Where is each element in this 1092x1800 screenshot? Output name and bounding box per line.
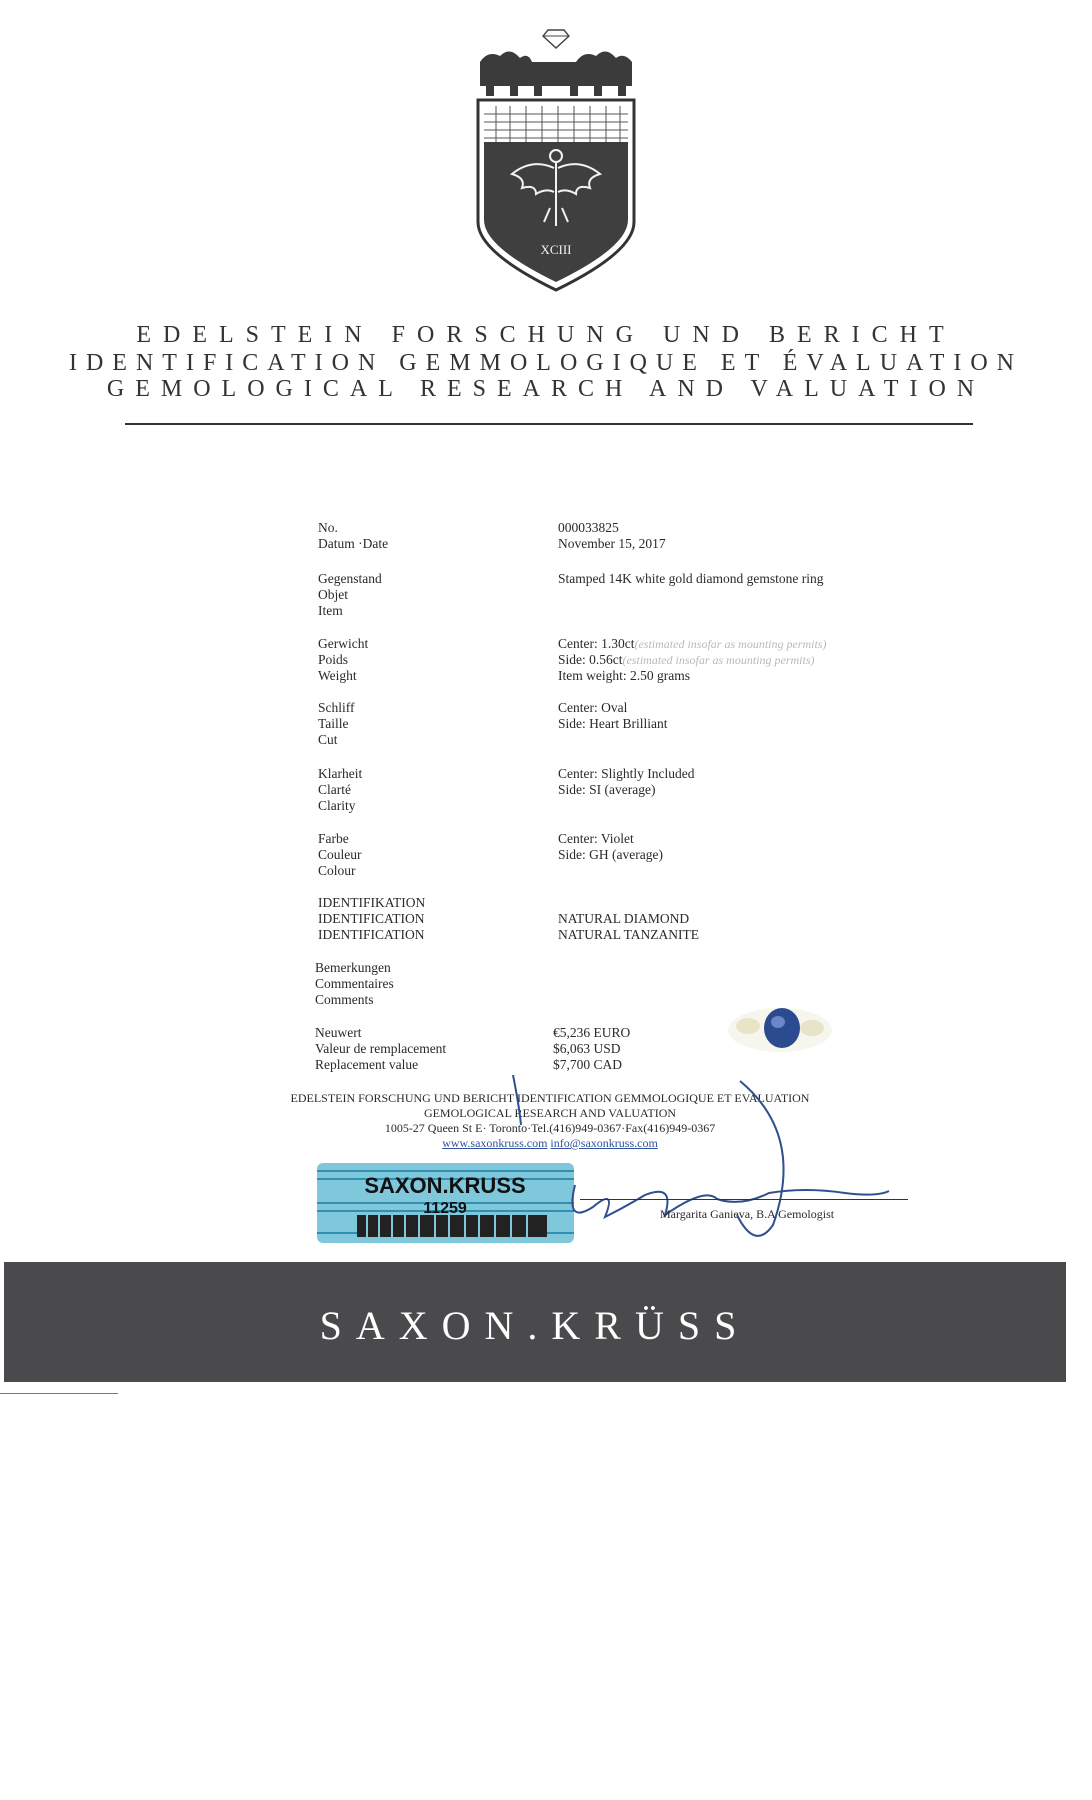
date-label: Datum ·Date [318, 536, 389, 551]
weight-note: (estimated insofar as mounting permits) [634, 637, 827, 651]
comments-label-fr: Commentaires [315, 976, 394, 991]
identification-diamond: NATURAL DIAMOND [558, 911, 690, 926]
colour-label-fr: Couleur [318, 847, 362, 862]
identification-label-fr: IDENTIFICATION [318, 911, 425, 926]
weight-note: (estimated insofar as mounting permits) [622, 653, 815, 667]
signature-line [580, 1199, 908, 1200]
item-label-de: Gegenstand [318, 571, 382, 586]
banner-brand-text: SAXON.KRÜSS [319, 1303, 751, 1348]
value-usd: $6,063 USD [553, 1041, 621, 1056]
clarity-label-de: Klarheit [318, 766, 363, 781]
comments-label-de: Bemerkungen [315, 960, 391, 975]
report-date: November 15, 2017 [558, 536, 666, 551]
cut-label-en: Cut [318, 732, 338, 747]
center-cut: Center: Oval [558, 700, 628, 715]
heading-english: GEMOLOGICAL RESEARCH AND VALUATION [106, 376, 986, 402]
value-cad: $7,700 CAD [553, 1057, 623, 1072]
colour-label-en: Colour [318, 863, 356, 878]
center-weight: Center: 1.30ct [558, 636, 635, 651]
replacement-label-de: Neuwert [315, 1025, 362, 1040]
stamp-brand: SAXON.KRUSS [364, 1173, 526, 1198]
website-link[interactable]: www.saxonkruss.com [442, 1136, 548, 1150]
gemologist-name: Margarita Ganieva, B.A Gemologist [660, 1207, 835, 1221]
signature-scribble [505, 1075, 925, 1255]
company-subtitle: GEMOLOGICAL RESEARCH AND VALUATION [423, 1106, 677, 1120]
comments-label-en: Comments [315, 992, 374, 1007]
side-weight: Side: 0.56ct [558, 652, 623, 667]
brand-banner [4, 1262, 1066, 1382]
clarity-label-fr: Clarté [318, 782, 351, 797]
side-clarity: Side: SI (average) [558, 782, 656, 797]
colour-label-de: Farbe [318, 831, 349, 846]
replacement-label-en: Replacement value [315, 1057, 419, 1072]
identification-tanzanite: NATURAL TANZANITE [558, 927, 700, 942]
weight-label-fr: Poids [318, 652, 349, 667]
item-weight: Item weight: 2.50 grams [558, 668, 690, 683]
weight-label-en: Weight [318, 668, 357, 683]
heading-german: EDELSTEIN FORSCHUNG UND BERICHT [136, 322, 956, 348]
griffins-band-icon [480, 51, 632, 96]
identification-label-en: IDENTIFICATION [318, 927, 425, 942]
number-label: No. [318, 520, 338, 535]
clarity-label-en: Clarity [318, 798, 356, 813]
crest-logo [466, 22, 646, 302]
email-link[interactable]: info@saxonkruss.com [550, 1136, 658, 1150]
replacement-label-fr: Valeur de remplacement [315, 1041, 447, 1056]
center-colour: Center: Violet [558, 831, 634, 846]
company-name: EDELSTEIN FORSCHUNG UND BERICHT IDENTIFICATION GEMMOLOGIQUE ET EVALUATION [290, 1091, 810, 1105]
company-address: 1005-27 Queen St E· Toronto·Tel.(416)949-0367·Fax(416)949-0367 [384, 1121, 716, 1135]
heading-french: IDENTIFICATION GEMMOLOGIQUE ET ÉVALUATION [68, 350, 1024, 376]
edge-line [0, 1393, 118, 1394]
cut-label-de: Schliff [318, 700, 355, 715]
item-label-fr: Objet [318, 587, 348, 602]
side-colour: Side: GH (average) [558, 847, 663, 862]
header-divider [125, 423, 973, 425]
cut-label-fr: Taille [318, 716, 349, 731]
diamond-icon [543, 30, 569, 48]
weight-label-de: Gerwicht [318, 636, 369, 651]
center-clarity: Center: Slightly Included [558, 766, 695, 781]
report-number: 000033825 [558, 520, 619, 535]
crest-motto: XCIII [540, 242, 572, 257]
item-label-en: Item [318, 603, 343, 618]
identification-label-de: IDENTIFIKATION [318, 895, 426, 910]
value-euro: €5,236 EURO [553, 1025, 631, 1040]
item-value: Stamped 14K white gold diamond gemstone ring [558, 571, 824, 586]
side-cut: Side: Heart Brilliant [558, 716, 668, 731]
stamp-number: 11259 [423, 1200, 467, 1217]
